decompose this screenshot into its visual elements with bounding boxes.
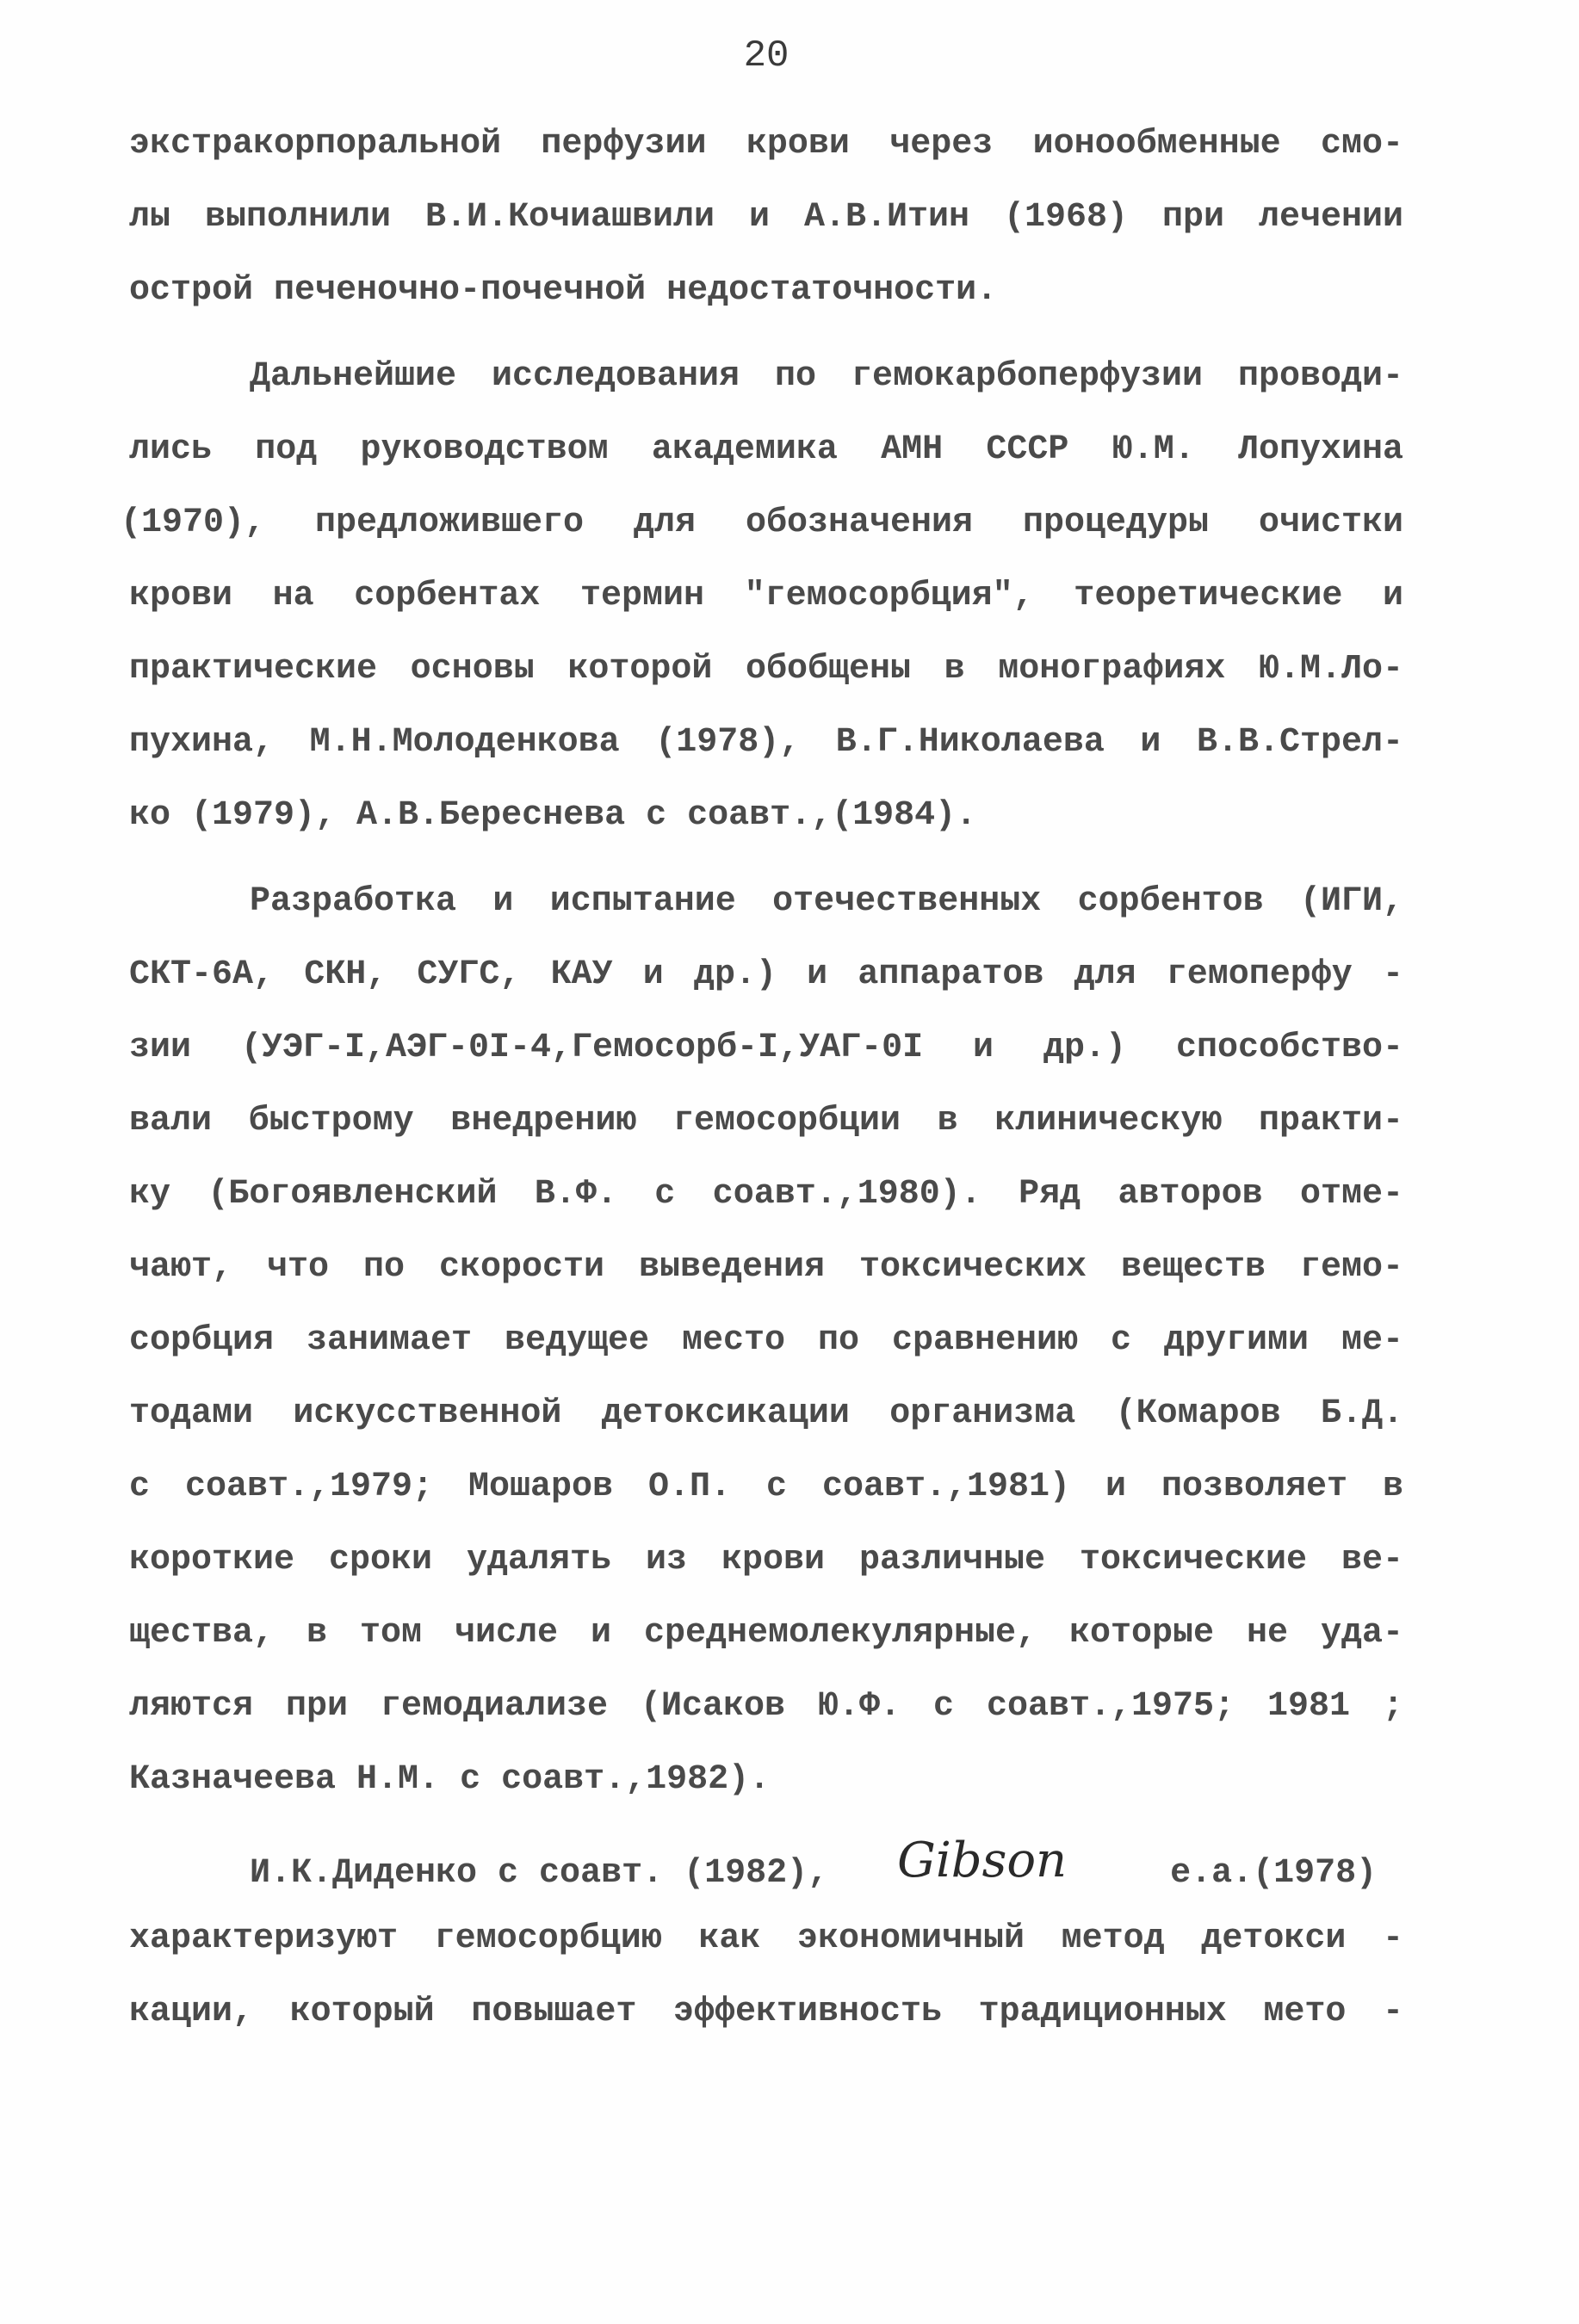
text-line: практические основы которой обобщены в монографиях Ю.М.Ло- xyxy=(129,650,1403,689)
text-line xyxy=(129,1833,1378,1898)
text-line: короткие сроки удалять из крови различные токсические ве- xyxy=(129,1541,1403,1579)
text-line: Казначеева Н.М. с соавт.,1982). xyxy=(129,1760,771,1799)
text-line: Дальнейшие исследования по гемокарбоперфузии проводи- xyxy=(250,357,1403,396)
text-line: зии (УЭГ-I,АЭГ-0I-4,Гемосорб-I,УАГ-0I и др.) способство- xyxy=(129,1029,1403,1067)
text-line: характеризуют гемосорбцию как экономичный метод детокси - xyxy=(129,1919,1403,1958)
text-line: ляются при гемодиализе (Исаков Ю.Ф. с соавт.,1975; 1981 ; xyxy=(129,1687,1403,1726)
text-line: кации, который повышает эффективность традиционных мето - xyxy=(129,1993,1403,2031)
text-line: Разработка и испытание отечественных сорбентов (ИГИ, xyxy=(250,882,1403,921)
text-line: лы выполнили В.И.Кочиашвили и А.В.Итин (1968) при лечении xyxy=(129,198,1403,237)
text-line: чают, что по скорости выведения токсических веществ гемо- xyxy=(129,1248,1403,1287)
text-line: острой печеночно-почечной недостаточности. xyxy=(129,271,998,310)
text-line: вали быстрому внедрению гемосорбции в клиническую практи- xyxy=(129,1102,1403,1140)
text-line: ко (1979), А.В.Береснева с соавт.,(1984). xyxy=(129,796,977,835)
text-line: щества, в том числе и среднемолекулярные, которые не уда- xyxy=(129,1614,1403,1653)
citation-text: И.К.Диденко с соавт. (1982), xyxy=(250,1854,829,1893)
text-line: сорбция занимает ведущее место по сравнению с другими ме- xyxy=(129,1321,1403,1360)
text-line: экстракорпоральной перфузии крови через ионообменные смо- xyxy=(129,125,1403,164)
page-number: 20 xyxy=(743,34,790,77)
text-line: (1970), предложившего для обозначения процедуры очистки xyxy=(121,504,1403,542)
text-line: СКТ-6А, СКН, СУГС, КАУ и др.) и аппаратов для гемоперфу - xyxy=(129,955,1403,994)
text-line: ку (Богоявленский В.Ф. с соавт.,1980). Ряд авторов отме- xyxy=(129,1175,1403,1214)
text-line: пухина, М.Н.Молоденкова (1978), В.Г.Николаева и В.В.Стрел- xyxy=(129,723,1403,762)
text-line: тодами искусственной детоксикации организма (Комаров Б.Д. xyxy=(129,1394,1403,1433)
text-line: лись под руководством академика АМН СССР Ю.М. Лопухина xyxy=(129,430,1403,469)
citation-text: e.a.(1978) xyxy=(1170,1854,1378,1893)
text-line: с соавт.,1979; Мошаров О.П. с соавт.,1981) и позволяет в xyxy=(129,1468,1403,1506)
handwritten-name: Gibson xyxy=(897,1833,1068,1888)
text-line: крови на сорбентах термин "гемосорбция", теоретические и xyxy=(129,577,1403,615)
